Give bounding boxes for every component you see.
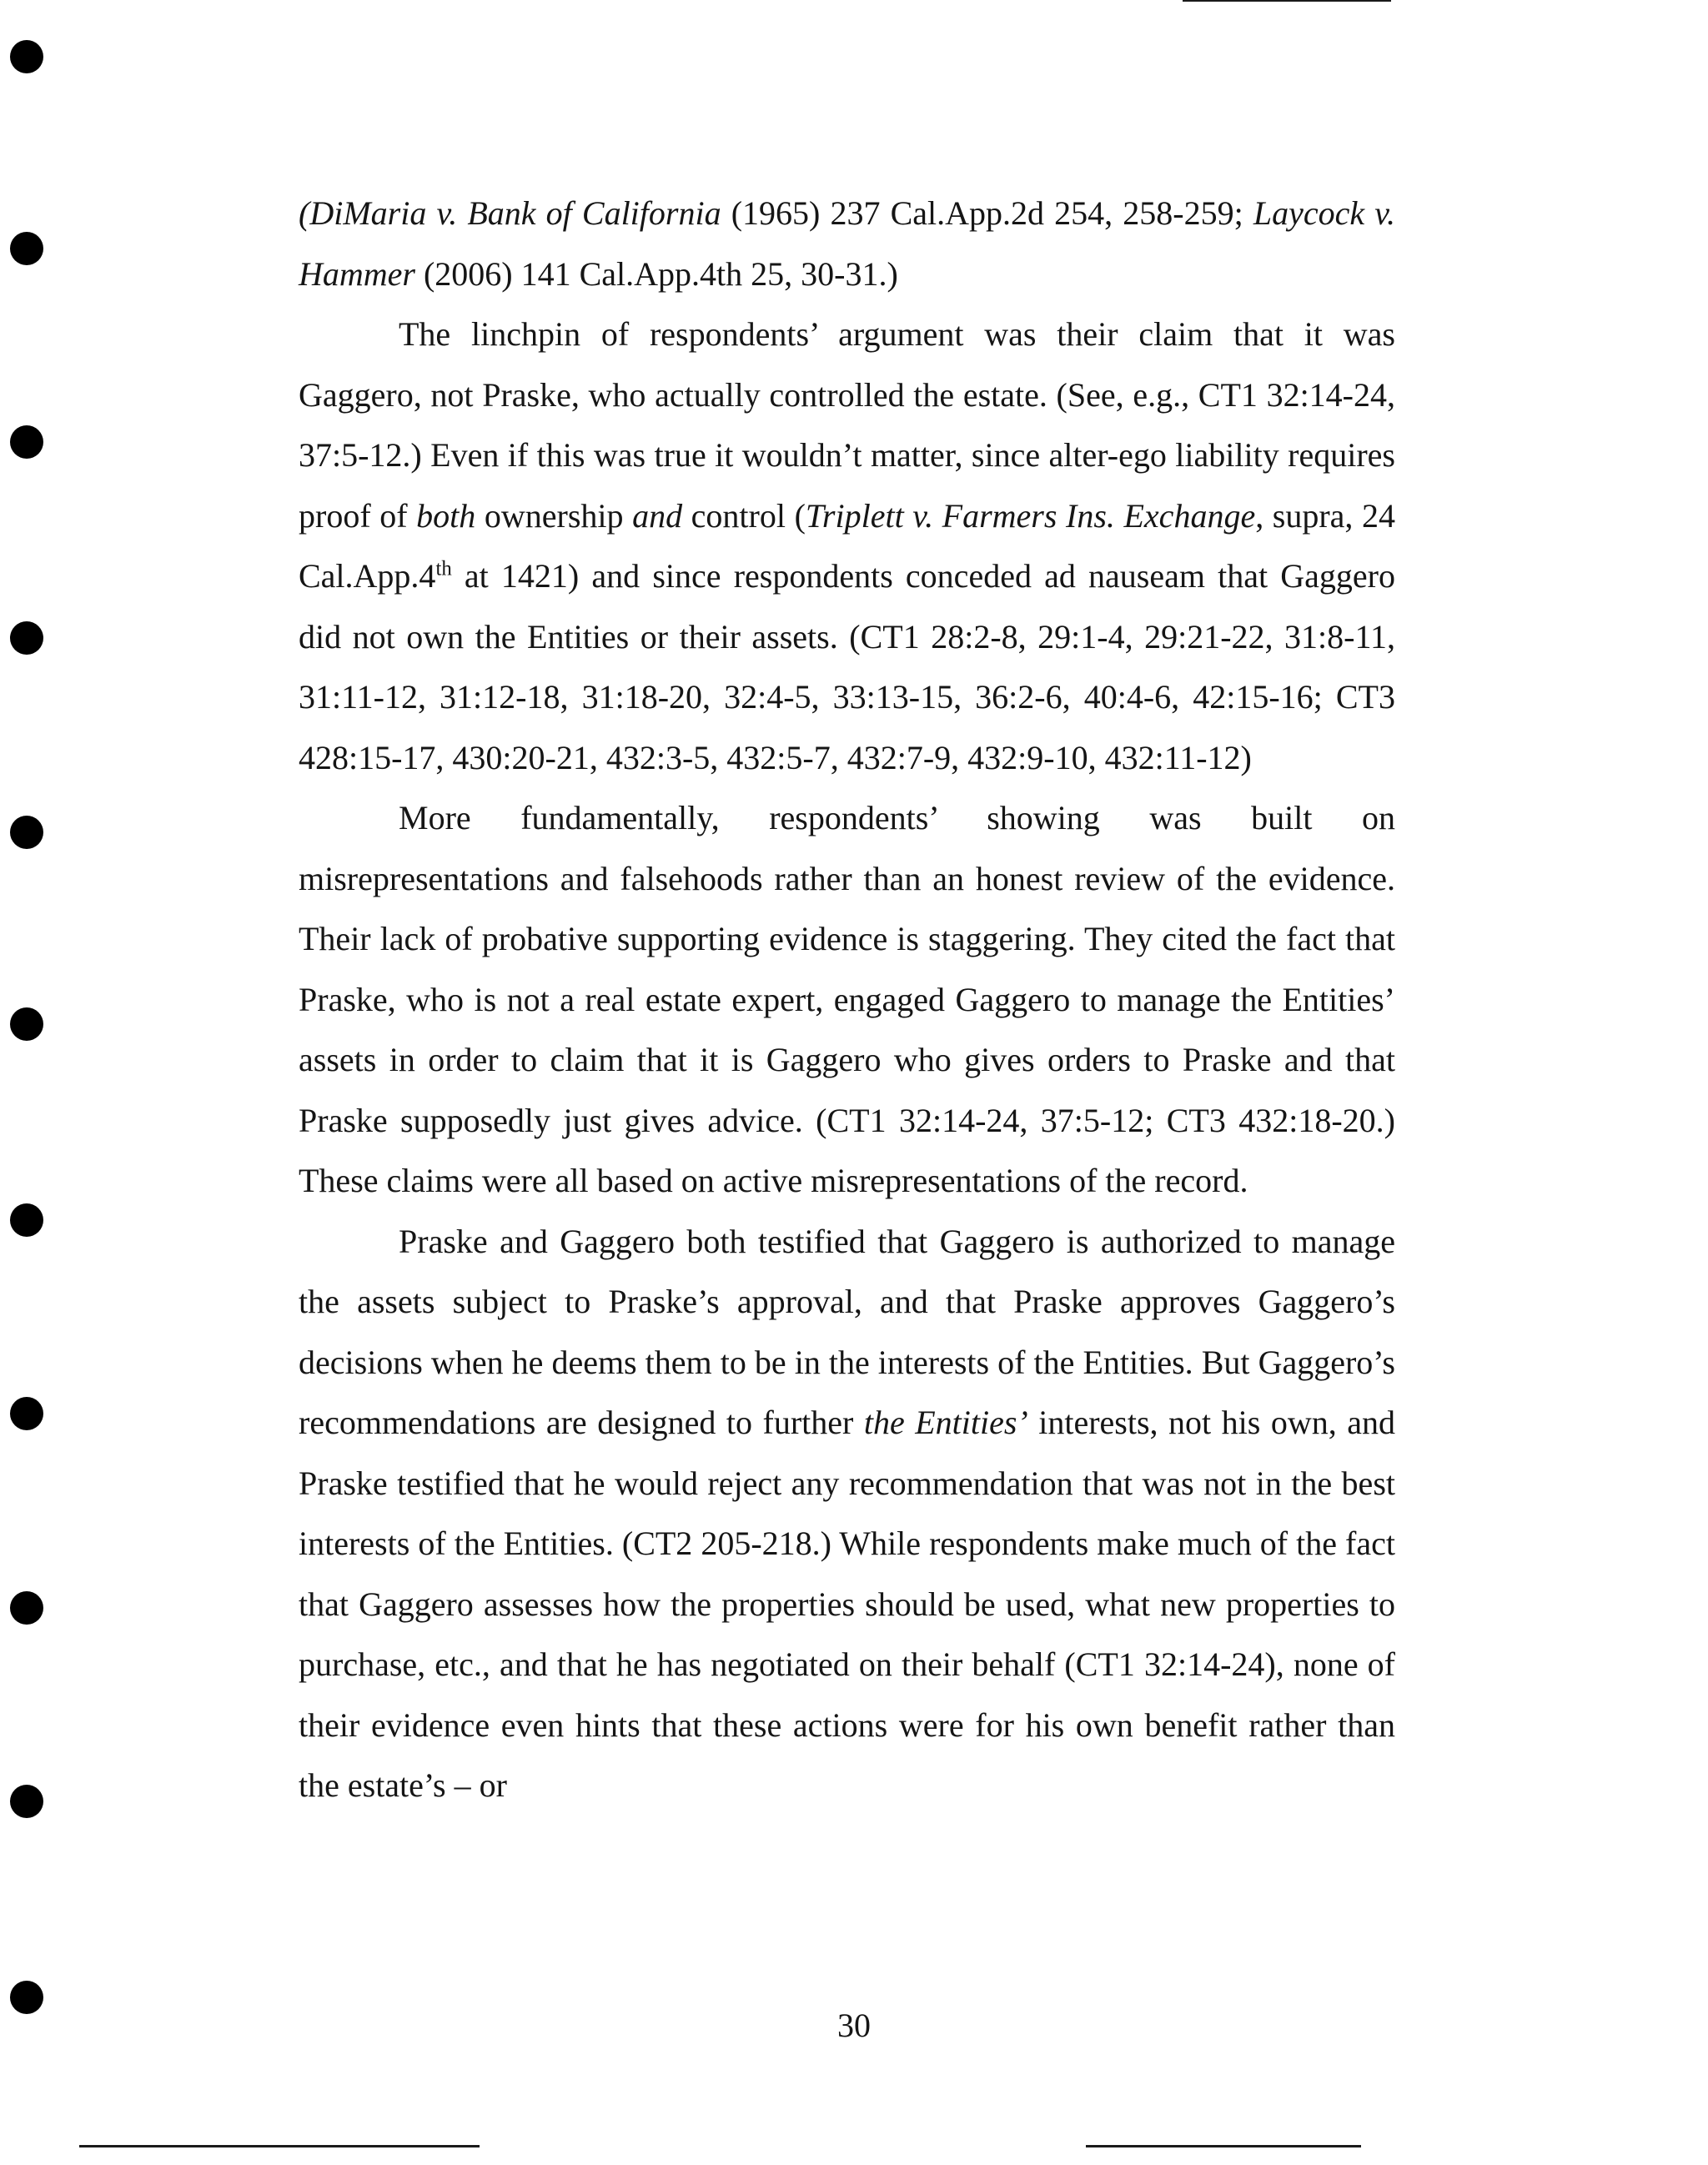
italic-text: both bbox=[416, 496, 476, 535]
page-number: 30 bbox=[837, 2007, 871, 2044]
scan-edge-line bbox=[79, 2145, 480, 2147]
text-run: Praske and Gaggero both testified that Gaggero is authorized to manage the assets subject to Praske’s approval, and that Praske approves Gaggero’s decisions when he deems them to be in the interests of the Entities. But Gaggero’s recommendations are designed to further bbox=[299, 1222, 1395, 1441]
text-run: More fundamentally, respondents’ showing was built on misrepresentations and falsehoods rather than an honest review of the evidence. Their lack of probative supporting evidence is staggering. They cited the fact that Praske, who is not a real estate expert, engaged Gaggero to manage the Entities’ assets in order to claim that it is Gaggero who gives orders to Praske and that Praske supposedly just gives advice. (CT1 32:14-24, 37:5-12; CT3 432:18-20.) These claims were all based on active misrepresentations of the record. bbox=[299, 799, 1395, 1199]
paragraph bbox=[299, 788, 1395, 1212]
text-run: interests, not his own, and Praske testified that he would reject any recommendation that was not in the best interests of the Entities. (CT2 205-218.) While respondents make much of the fact that Gaggero assesses how the properties should be used, what new properties to purchase, etc., and that he has negotiated on their behalf (CT1 32:14-24), none of their evidence even hints that these actions were for his own benefit rather than the estate’s – or bbox=[299, 1404, 1396, 1804]
punch-hole bbox=[10, 621, 43, 655]
punch-hole bbox=[10, 816, 43, 849]
text-run: control ( bbox=[682, 496, 806, 535]
paragraph bbox=[299, 1212, 1395, 1816]
punch-hole bbox=[10, 1591, 43, 1625]
punch-hole bbox=[10, 425, 43, 459]
italic-text: Triplett v. Farmers Ins. Exchange bbox=[805, 496, 1256, 535]
punch-hole bbox=[10, 1007, 43, 1041]
scan-edge-line bbox=[1086, 2145, 1361, 2147]
punch-hole bbox=[10, 40, 43, 73]
text-run: , supra, 24 Cal.App.4 bbox=[299, 496, 1396, 595]
document-body bbox=[299, 183, 1395, 1816]
text-run: at 1421) and since respondents conceded ad nauseam that Gaggero did not own the Entities or their assets. (CT1 28:2-8, 29:1-4, 29:21-22, 31:8-11, 31:11-12, 31:12-18, 31:18-20, 32:4-5, 33:13-15, 36:2-6, 40:4-6, 42:15-16; CT3 428:15-17, 430:20-21, 432:3-5, 432:5-7, 432:7-9, 432:9-10, 432:11-12) bbox=[299, 557, 1395, 776]
punch-hole bbox=[10, 1785, 43, 1818]
paragraph bbox=[299, 304, 1395, 788]
text-run: The linchpin of respondents’ argument was their claim that it was Gaggero, not Praske, who actually controlled the estate. (See, e.g., CT1 32:14-24, 37:5-12.) Even if this was true it wouldn’t matter, since alter-ego liability requires proof of bbox=[299, 315, 1395, 535]
superscript-text: th bbox=[435, 557, 452, 580]
italic-text: (DiMaria v. Bank of California bbox=[299, 194, 721, 232]
text-run: ownership bbox=[475, 496, 633, 535]
punch-hole bbox=[10, 232, 43, 265]
punch-hole bbox=[10, 1397, 43, 1430]
italic-text: Laycock v. Hammer bbox=[299, 194, 1395, 293]
text-run: (1965) 237 Cal.App.2d 254, 258-259; bbox=[721, 194, 1253, 232]
italic-text: the Entities’ bbox=[863, 1404, 1028, 1441]
text-run: (2006) 141 Cal.App.4th 25, 30-31.) bbox=[414, 254, 898, 293]
paragraph bbox=[299, 183, 1395, 304]
punch-hole bbox=[10, 1203, 43, 1237]
scan-edge-line bbox=[1183, 0, 1391, 2]
italic-text: and bbox=[632, 496, 683, 535]
